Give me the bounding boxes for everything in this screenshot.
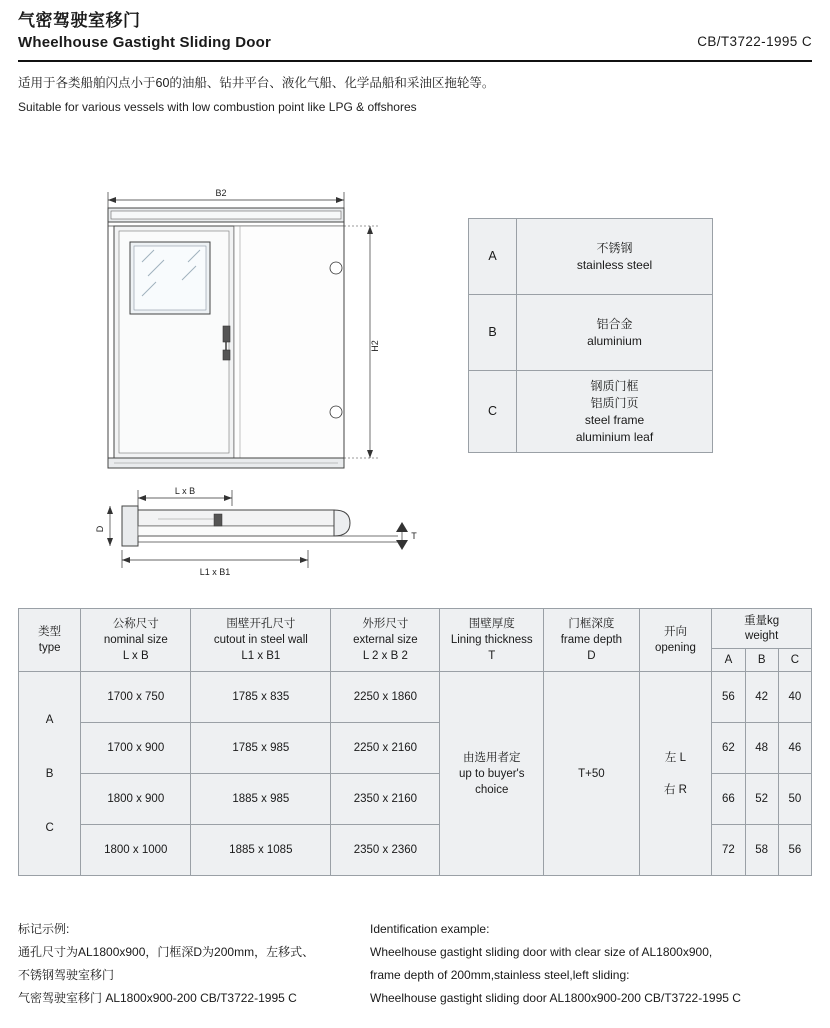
cell-weight-c-2: 50 — [778, 774, 811, 825]
note-en-1: Wheelhouse gastight sliding door with clear size of AL1800x900, — [370, 945, 713, 959]
header-weight-b: B — [745, 649, 778, 671]
cell-external-2: 2350 x 2160 — [331, 774, 440, 825]
notes-column-cn — [18, 918, 368, 1010]
legend-value-b — [517, 295, 713, 371]
cell-nominal-0: 1700 x 750 — [81, 672, 191, 723]
header-nominal-sym: L x B — [122, 650, 149, 662]
header-external-en: external size — [353, 634, 418, 646]
header-external-size — [331, 609, 440, 672]
cell-type-a: A — [45, 713, 54, 726]
cell-opening-left: 左 L — [664, 751, 687, 764]
page-header — [18, 10, 812, 53]
header-type-en: type — [38, 642, 61, 654]
dim-label-h2: H2 — [370, 340, 380, 352]
cell-weight-b-3: 58 — [745, 825, 778, 876]
header-divider — [18, 60, 812, 62]
header-opening-cn: 开向 — [663, 626, 687, 638]
cell-lining-cn: 由选用者定 — [463, 751, 521, 764]
cell-weight-c-1: 46 — [778, 723, 811, 774]
legend-value-c-en-2: aluminium leaf — [575, 429, 654, 444]
legend-value-c-cn-2: 铝质门页 — [590, 395, 639, 410]
specification-table — [18, 608, 812, 876]
header-lining-sym: T — [488, 650, 496, 662]
table-row — [469, 371, 713, 453]
cell-lining-en-2: choice — [475, 783, 509, 796]
note-cn-3: 气密驾驶室移门 AL1800x900-200 CB/T3722-1995 C — [18, 991, 297, 1005]
legend-value-a — [517, 219, 713, 295]
technical-drawing — [18, 150, 458, 580]
table-header-row — [19, 609, 812, 672]
cell-weight-c-0: 40 — [778, 672, 811, 723]
cell-nominal-2: 1800 x 900 — [81, 774, 191, 825]
legend-value-c — [517, 371, 713, 453]
cell-cutout-2: 1885 x 985 — [191, 774, 331, 825]
cell-weight-a-0: 56 — [712, 672, 745, 723]
cell-weight-a-3: 72 — [712, 825, 745, 876]
header-weight — [712, 609, 812, 672]
header-weight-en: weight — [745, 630, 779, 642]
header-type — [19, 609, 81, 672]
header-opening-en: opening — [655, 642, 696, 654]
note-cn-0: 标记示例: — [18, 922, 70, 936]
cell-type-c: C — [45, 821, 54, 834]
drawing-svg — [18, 150, 458, 580]
dim-label-lxb: L x B — [174, 486, 196, 496]
cell-weight-b-2: 52 — [745, 774, 778, 825]
legend-value-a-en: stainless steel — [576, 257, 653, 272]
page-title-en: Wheelhouse Gastight Sliding Door — [18, 34, 272, 51]
cell-lining-thickness — [440, 672, 544, 876]
cell-nominal-3: 1800 x 1000 — [81, 825, 191, 876]
header-lining-thickness — [440, 609, 544, 672]
cell-cutout-3: 1885 x 1085 — [191, 825, 331, 876]
note-en-0: Identification example: — [370, 922, 490, 936]
header-weight-a: A — [724, 654, 733, 666]
subtitle-cn: 适用于各类船舶闪点小于60的油船、钻井平台、液化气船、化学品船和采油区拖轮等。 — [18, 76, 495, 90]
header-frame-depth-sym: D — [587, 650, 596, 662]
header-nominal-en: nominal size — [103, 634, 168, 646]
legend-value-a-cn: 不锈钢 — [596, 240, 633, 255]
cell-weight-b-0: 42 — [745, 672, 778, 723]
header-cutout — [191, 609, 331, 672]
cell-type-group — [19, 672, 81, 876]
note-cn-1: 通孔尺寸为AL1800x900，门框深D为200mm，左移式、 — [18, 945, 315, 959]
cell-external-0: 2250 x 1860 — [331, 672, 440, 723]
cell-weight-a-2: 66 — [712, 774, 745, 825]
header-nominal-cn: 公称尺寸 — [112, 618, 159, 630]
header-cutout-sym: L1 x B1 — [241, 650, 281, 662]
legend-key-c: C — [469, 371, 517, 453]
cell-opening — [639, 672, 712, 876]
header-frame-depth-en: frame depth — [560, 634, 623, 646]
header-lining-cn: 围壁厚度 — [468, 618, 515, 630]
legend-value-b-cn: 铝合金 — [596, 316, 633, 331]
header-nominal-size — [81, 609, 191, 672]
header-external-sym: L 2 x B 2 — [362, 650, 408, 662]
dim-label-t: T — [411, 531, 417, 541]
table-row — [19, 672, 812, 723]
header-frame-depth-cn: 门框深度 — [568, 618, 615, 630]
cell-type-b: B — [45, 767, 54, 780]
header-weight-cn: 重量kg — [744, 615, 780, 627]
cell-weight-c-3: 56 — [778, 825, 811, 876]
notes-column-en — [370, 918, 830, 1010]
cell-frame-depth: T+50 — [544, 672, 639, 876]
subtitle-en: Suitable for various vessels with low combustion point like LPG & offshores — [18, 100, 417, 114]
dim-label-d: D — [95, 525, 105, 533]
header-lining-en: Lining thickness — [450, 634, 533, 646]
header-frame-depth — [544, 609, 639, 672]
table-row — [469, 219, 713, 295]
legend-value-c-en-1: steel frame — [584, 412, 645, 427]
header-weight-c: C — [778, 649, 811, 671]
cell-external-3: 2350 x 2360 — [331, 825, 440, 876]
dim-label-b2: B2 — [215, 188, 227, 198]
cell-weight-a-1: 62 — [712, 723, 745, 774]
header-cutout-cn: 围壁开孔尺寸 — [226, 618, 296, 630]
note-cn-2: 不锈钢驾驶室移门 — [18, 968, 115, 982]
standard-code: CB/T3722-1995 C — [697, 34, 812, 49]
cell-cutout-1: 1785 x 985 — [191, 723, 331, 774]
page-title-cn: 气密驾驶室移门 — [18, 11, 141, 30]
cell-weight-b-1: 48 — [745, 723, 778, 774]
cell-external-1: 2250 x 2160 — [331, 723, 440, 774]
note-en-2: frame depth of 200mm,stainless steel,left sliding: — [370, 968, 630, 982]
legend-value-c-cn-1: 钢质门框 — [590, 378, 639, 393]
legend-key-a: A — [469, 219, 517, 295]
header-opening — [639, 609, 712, 672]
cell-opening-right: 右 R — [663, 783, 687, 796]
cell-lining-en-1: up to buyer's — [459, 767, 525, 780]
legend-value-b-en: aluminium — [587, 333, 642, 348]
header-cutout-en: cutout in steel wall — [213, 634, 308, 646]
legend-key-b: B — [469, 295, 517, 371]
note-en-3: Wheelhouse gastight sliding door AL1800x900-200 CB/T3722-1995 C — [370, 991, 741, 1005]
dim-label-l1xb1: L1 x B1 — [199, 567, 231, 577]
header-external-cn: 外形尺寸 — [362, 618, 409, 630]
table-row — [469, 295, 713, 371]
header-type-cn: 类型 — [38, 626, 62, 638]
cell-nominal-1: 1700 x 900 — [81, 723, 191, 774]
material-legend-table — [468, 218, 713, 453]
cell-cutout-0: 1785 x 835 — [191, 672, 331, 723]
